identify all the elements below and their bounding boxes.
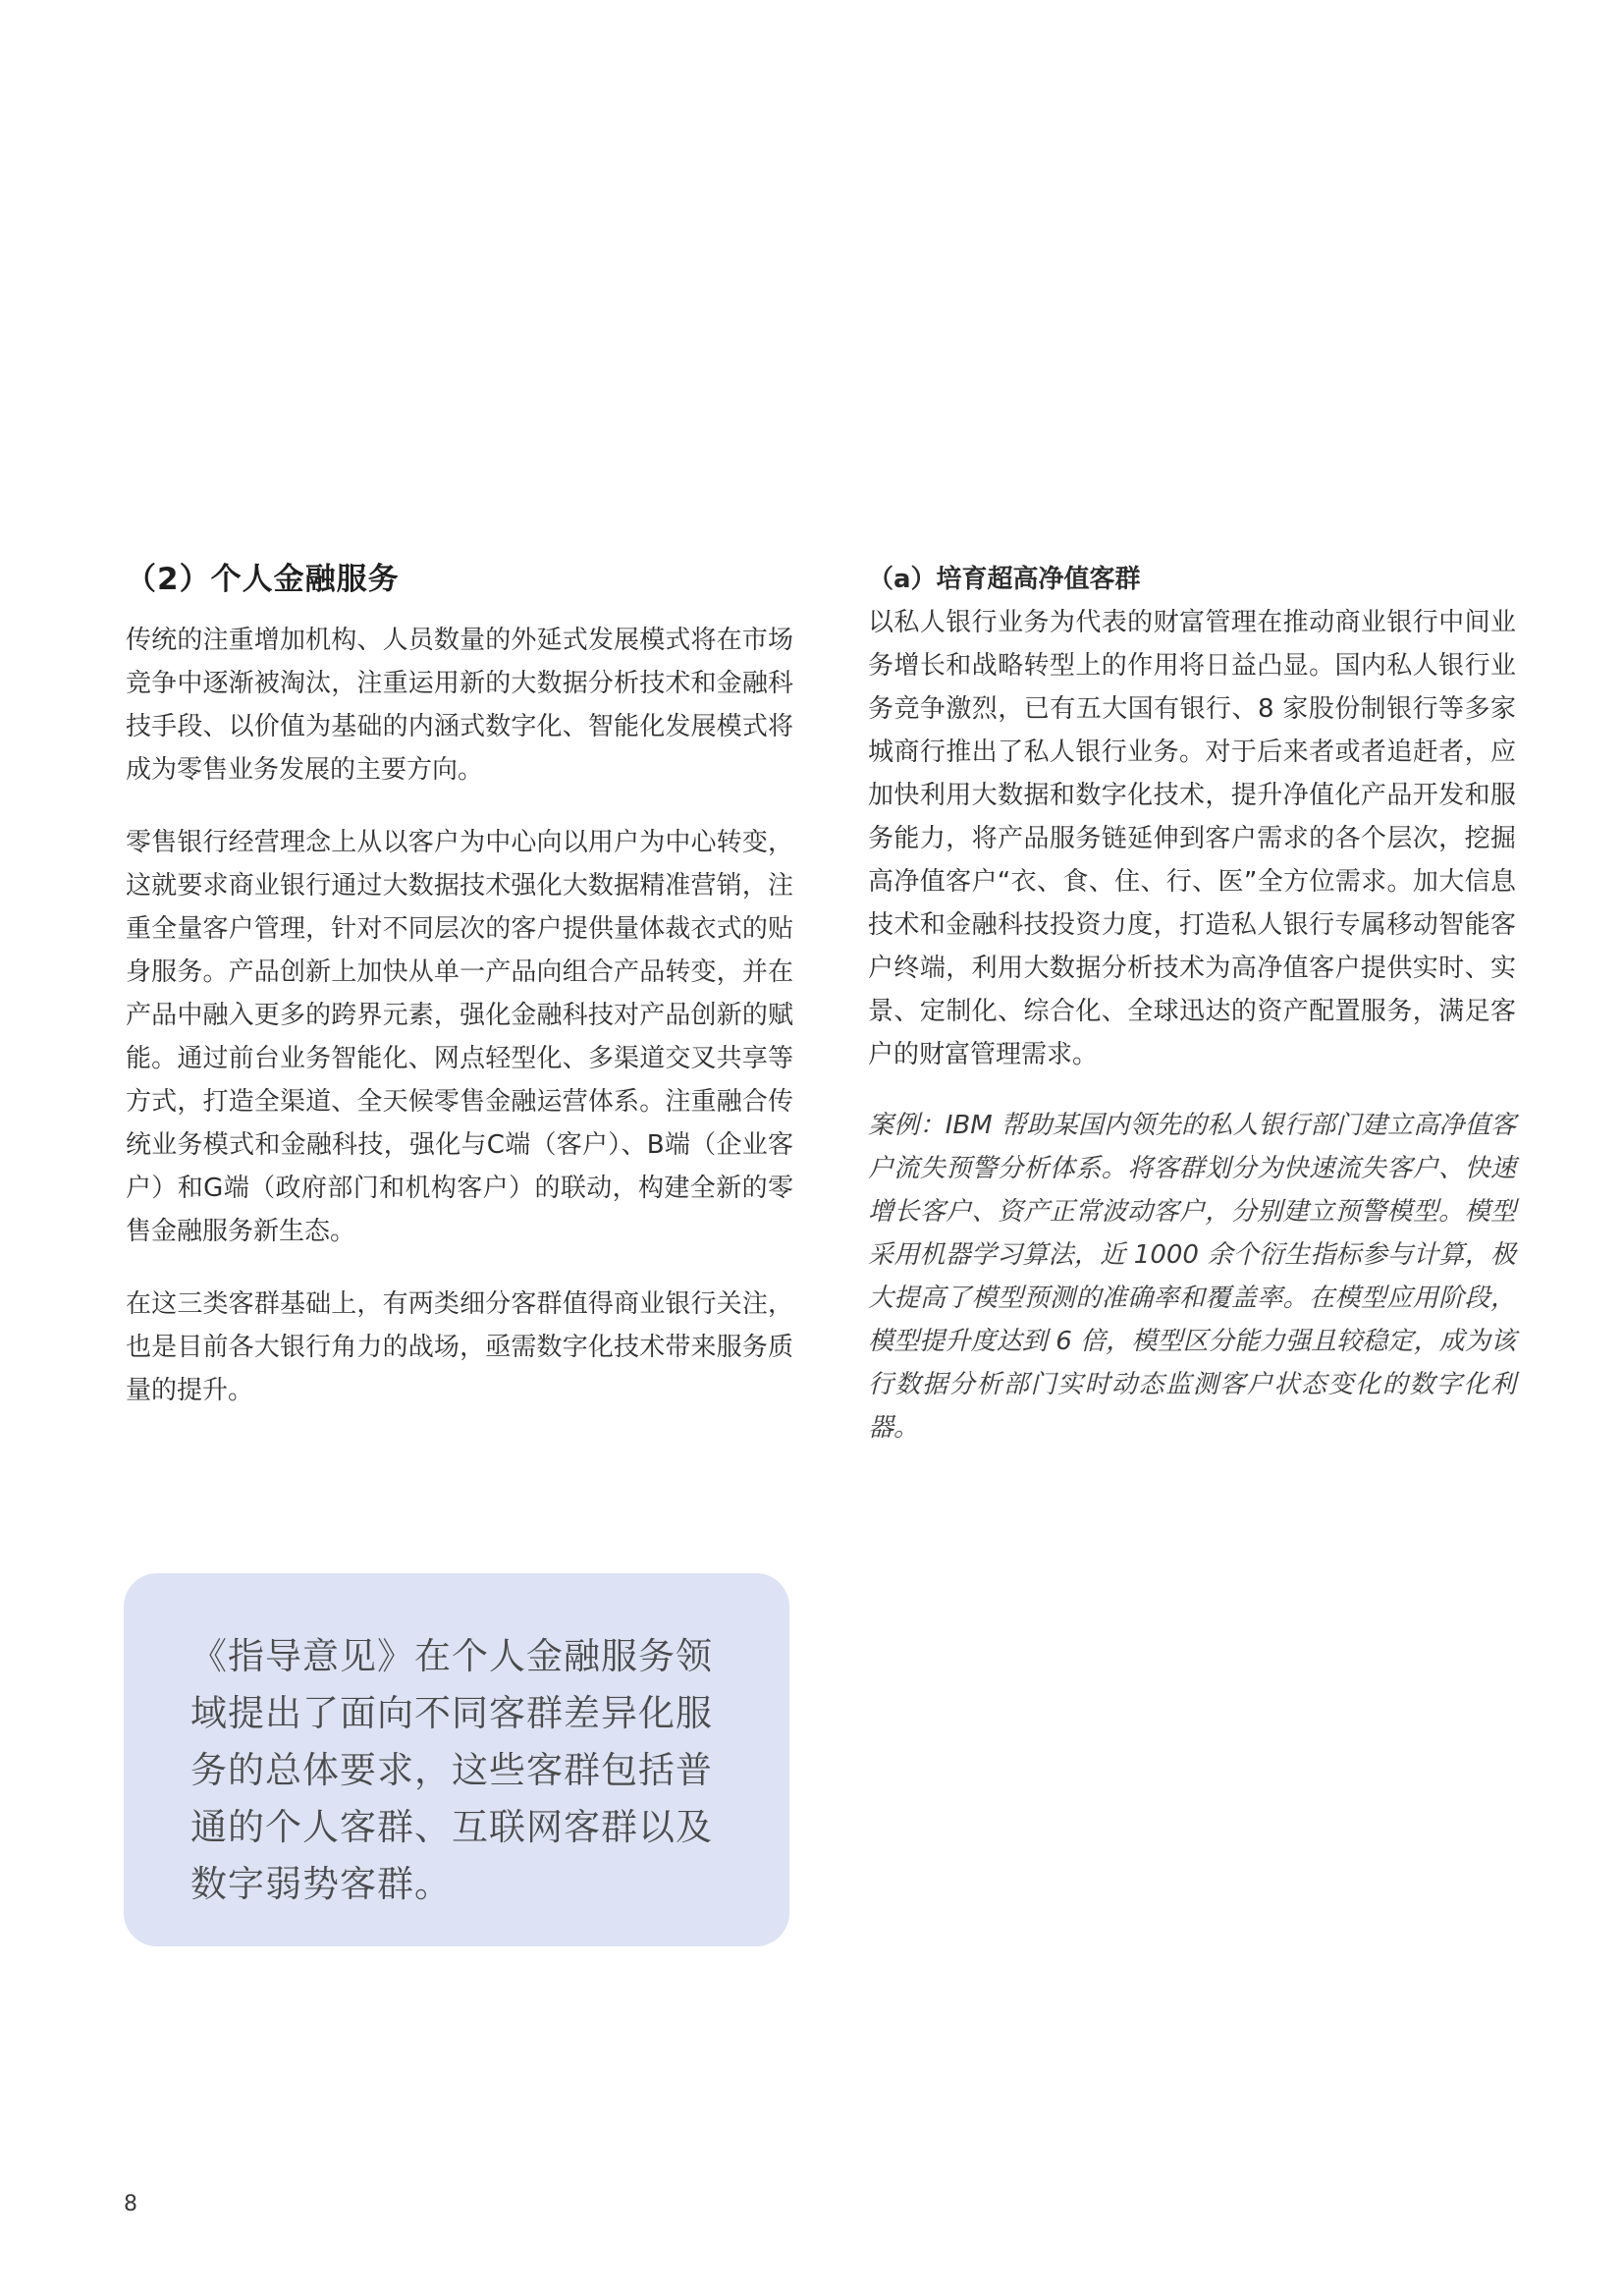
callout-text: 《指导意见》在个人金融服务领域提出了面向不同客群差异化服务的总体要求，这些客群包括普通的个人客群、互联网客群以及数字弱势客群。: [190, 1635, 713, 1905]
right-column: [868, 558, 1516, 1449]
page-number: 8: [124, 2192, 137, 2216]
callout-box: [124, 1573, 789, 1946]
subsection-heading: （a）培育超高净值客群: [868, 565, 1141, 594]
body-paragraph: 以私人银行业务为代表的财富管理在推动商业银行中间业务增长和战略转型上的作用将日益凸显。国内私人银行业务竞争激烈，已有五大国有银行、8 家股份制银行等多家城商行推出了私人银行业务。对于后来者或者追赶者，应加快利用大数据和数字化技术，提升净值化产品开发和服务能力，将产品服务链延伸到客户需求的各个层次，挖掘高净值客户“衣、食、住、行、医”全方位需求。加大信息技术和金融科技投资力度，打造私人银行专属移动智能客户终端，利用大数据分析技术为高净值客户提供实时、实景、定制化、综合化、全球迅达的资产配置服务，满足客户的财富管理需求。: [868, 608, 1516, 1069]
body-paragraph: 在这三类客群基础上，有两类细分客群值得商业银行关注，也是目前各大银行角力的战场，亟需数字化技术带来服务质量的提升。: [126, 1289, 793, 1405]
body-paragraph: 零售银行经营理念上从以客户为中心向以用户为中心转变，这就要求商业银行通过大数据技术强化大数据精准营销，注重全量客户管理，针对不同层次的客户提供量体裁衣式的贴身服务。产品创新上加快从单一产品向组合产品转变，并在产品中融入更多的跨界元素，强化金融科技对产品创新的赋能。通过前台业务智能化、网点轻型化、多渠道交叉共享等方式，打造全渠道、全天候零售金融运营体系。注重融合传统业务模式和金融科技，强化与C端（客户）、B端（企业客户）和G端（政府部门和机构客户）的联动，构建全新的零售金融服务新生态。: [126, 828, 793, 1246]
section-heading: （2）个人金融服务: [126, 562, 400, 597]
left-column: [126, 550, 793, 1442]
body-paragraph: 传统的注重增加机构、人员数量的外延式发展模式将在市场竞争中逐渐被淘汰，注重运用新的大数据分析技术和金融科技手段、以价值为基础的内涵式数字化、智能化发展模式将成为零售业务发展的主要方向。: [126, 626, 793, 785]
case-study-paragraph: 案例：IBM 帮助某国内领先的私人银行部门建立高净值客户流失预警分析体系。将客群划分为快速流失客户、快速增长客户、资产正常波动客户，分别建立预警模型。模型采用机器学习算法，近 1000 余个衍生指标参与计算，极大提高了模型预测的准确率和覆盖率。在模型应用阶段，模型提升度达到 6 倍，模型区分能力强且较稳定，成为该行数据分析部门实时动态监测客户状态变化的数字化利器。: [868, 1111, 1516, 1443]
